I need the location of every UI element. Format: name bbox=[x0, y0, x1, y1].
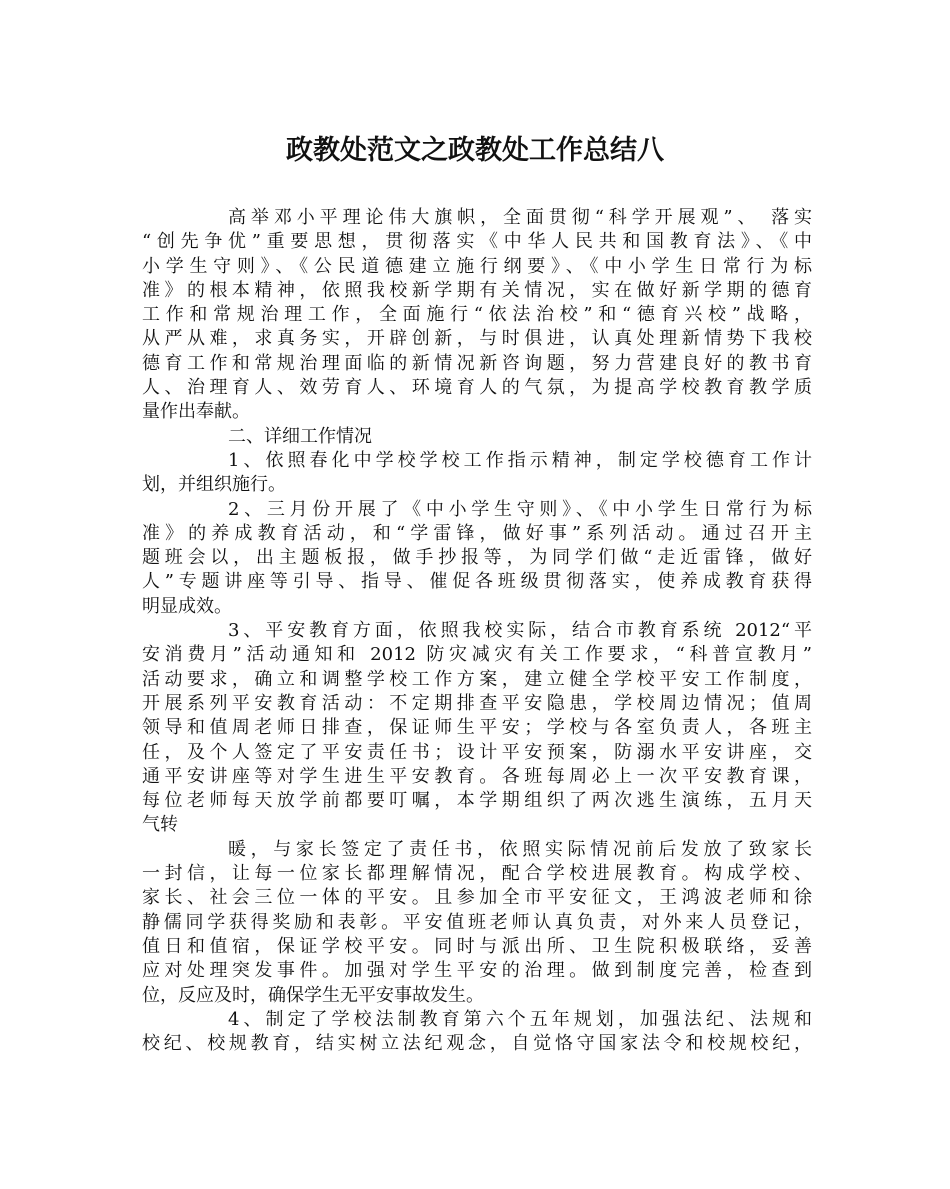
body-line: 活动要求，确立和调整学校工作方案，建立健全学校平安工作制度， bbox=[142, 668, 812, 690]
body-line: 小学生守则》、《公民道德建立施行纲要》、《中小学生日常行为标 bbox=[142, 255, 812, 277]
body-line: 1、依照春化中学校学校工作指示精神，制定学校德育工作计 bbox=[228, 449, 812, 471]
body-line: 安消费月”活动通知和 2012 防灾减灾有关工作要求，“科普宣教月” bbox=[142, 644, 812, 666]
body-line: 德育工作和常规治理面临的新情况新咨询题，努力营建良好的教书育 bbox=[142, 352, 812, 374]
body-line: 值日和值宿，保证学校平安。同时与派出所、卫生院积极联络，妥善 bbox=[142, 935, 812, 957]
body-line: 每位老师每天放学前都要叮嘱，本学期组织了两次逃生演练，五月天 bbox=[142, 790, 812, 812]
body-line: 高举邓小平理论伟大旗帜，全面贯彻“科学开展观”、 落实 bbox=[228, 207, 812, 228]
document-title: 政教处范文之政教处工作总结八 bbox=[286, 135, 664, 166]
body-line: 2、三月份开展了《中小学生守则》、《中小学生日常行为标 bbox=[228, 498, 812, 520]
body-line: 准》的根本精神，依照我校新学期有关情况，实在做好新学期的德育 bbox=[142, 279, 812, 301]
body-line: 人、治理育人、效劳育人、环境育人的气氛，为提高学校教育教学质 bbox=[142, 377, 812, 399]
body-line: 准》的养成教育活动，和“学雷锋，做好事”系列活动。通过召开主 bbox=[142, 522, 812, 544]
body-line: 划，并组织施行。 bbox=[142, 474, 286, 496]
document-body bbox=[142, 206, 812, 1056]
body-line: 气转 bbox=[142, 814, 178, 836]
body-line: “创先争优”重要思想，贯彻落实《中华人民共和国教育法》、《中 bbox=[142, 231, 812, 253]
body-line: 人”专题讲座等引导、指导、催促各班级贯彻落实，使养成教育获得 bbox=[142, 571, 812, 593]
body-line: 领导和值周老师日排查，保证师生平安；学校与各室负责人，各班主 bbox=[142, 717, 812, 739]
body-line: 开展系列平安教育活动：不定期排查平安隐患，学校周边情况；值周 bbox=[142, 692, 812, 714]
body-line: 4、制定了学校法制教育第六个五年规划，加强法纪、法规和 bbox=[228, 1008, 812, 1030]
body-line: 题班会以，出主题板报，做手抄报等，为同学们做“走近雷锋，做好 bbox=[142, 547, 812, 569]
body-line: 从严从难，求真务实，开辟创新，与时俱进，认真处理新情势下我校 bbox=[142, 328, 812, 350]
body-line: 校纪、校规教育，结实树立法纪观念，自觉恪守国家法令和校规校纪， bbox=[142, 1033, 812, 1055]
body-line: 任，及个人签定了平安责任书；设计平安预案，防溺水平安讲座，交 bbox=[142, 741, 812, 763]
body-line: 量作出奉献。 bbox=[142, 401, 250, 423]
body-line: 家长、社会三位一体的平安。且参加全市平安征文，王鸿波老师和徐 bbox=[142, 887, 812, 909]
body-line: 明显成效。 bbox=[142, 595, 232, 617]
body-line: 位，反应及时，确保学生无平安事故发生。 bbox=[142, 984, 484, 1006]
body-line: 二、详细工作情况 bbox=[228, 425, 372, 447]
body-line: 一封信，让每一位家长都理解情况，配合学校进展教育。构成学校、 bbox=[142, 863, 812, 885]
body-line: 通平安讲座等对学生进生平安教育。各班每周必上一次平安教育课， bbox=[142, 765, 812, 787]
body-line: 暖，与家长签定了责任书，依照实际情况前后发放了致家长 bbox=[228, 838, 812, 860]
body-line: 工作和常规治理工作，全面施行“依法治校”和“德育兴校”战略， bbox=[142, 304, 812, 326]
body-line: 静儒同学获得奖励和表彰。平安值班老师认真负责，对外来人员登记， bbox=[142, 911, 812, 933]
body-line: 3、平安教育方面，依照我校实际，结合市教育系统 2012“平 bbox=[228, 620, 812, 642]
body-line: 应对处理突发事件。加强对学生平安的治理。做到制度完善，检查到 bbox=[142, 960, 812, 982]
